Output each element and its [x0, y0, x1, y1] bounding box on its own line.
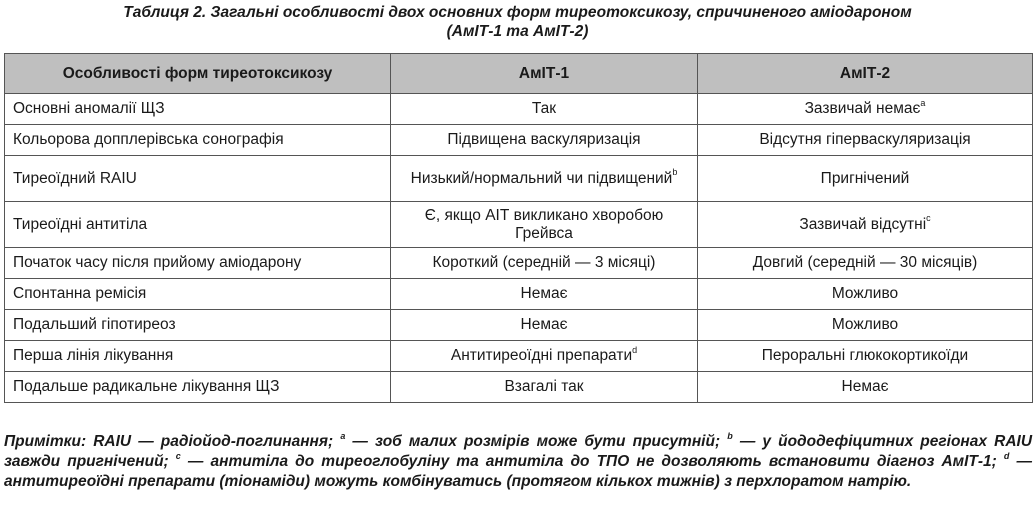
cell-feature-text: Основні аномалії ЩЗ — [13, 100, 165, 117]
cell-amit1-text: Немає — [520, 285, 568, 302]
footnote-marker-b: b — [727, 430, 733, 441]
cell-amit1 — [391, 341, 698, 372]
caption-line-1: Таблиця 2. Загальні особливості двох основних форм тиреотоксикозу, спричиненого аміодароном — [123, 4, 912, 21]
cell-amit1 — [391, 202, 698, 248]
cell-amit2-text: Пригнічений — [820, 169, 910, 187]
footnote-marker-a: a — [340, 430, 346, 441]
cell-amit2 — [698, 156, 1033, 202]
table-row — [5, 341, 1033, 372]
cell-feature-text: Кольорова допплерівська сонографія — [13, 131, 284, 148]
cell-feature — [5, 248, 391, 279]
table-header-row — [5, 54, 1033, 94]
cell-feature-text: Перша лінія лікування — [13, 347, 174, 364]
cell-amit2 — [698, 372, 1033, 403]
table-row — [5, 310, 1033, 341]
cell-amit2 — [698, 94, 1033, 125]
notes-text-3: — у йододефіцитних регіонах RAIU завжди пригнічений; — [4, 433, 1033, 470]
notes-text-4: — антитіла до тиреоглобуліну та антитіла до ТПО не дозволяють встановити діагноз АмІТ-1; — [187, 453, 997, 470]
header-amit1: АмІТ-1 — [391, 54, 698, 94]
table-row — [5, 279, 1033, 310]
cell-feature — [5, 279, 391, 310]
footnote-marker: d — [632, 344, 638, 355]
cell-amit2 — [698, 279, 1033, 310]
table-row — [5, 248, 1033, 279]
cell-amit1-text: Є, якщо АІТ викликано хворобою Грейвса — [424, 206, 664, 242]
cell-amit1 — [391, 94, 698, 125]
cell-amit1 — [391, 248, 698, 279]
cell-amit2-text: Зазвичай відсутні — [799, 215, 927, 233]
cell-amit2 — [698, 248, 1033, 279]
cell-amit2-text: Можливо — [831, 285, 899, 302]
footnote-marker: a — [920, 97, 926, 108]
cell-feature-text: Тиреоїдний RAIU — [13, 169, 137, 187]
header-features: Особливості форм тиреотоксикозу — [5, 54, 391, 94]
cell-amit1-text: Немає — [520, 316, 568, 333]
cell-feature-text: Подальше радикальне лікування ЩЗ — [13, 378, 280, 395]
cell-amit1-text: Короткий (середній — 3 місяці) — [432, 254, 656, 271]
cell-feature — [5, 156, 391, 202]
table-row — [5, 156, 1033, 202]
notes-text-1: RAIU — радіойод-поглинання; — [93, 433, 334, 450]
table-caption — [0, 3, 1035, 41]
cell-amit2-text: Немає — [841, 378, 889, 395]
cell-feature — [5, 94, 391, 125]
cell-feature — [5, 341, 391, 372]
cell-amit1 — [391, 372, 698, 403]
cell-amit2-text: Зазвичай немає — [804, 100, 921, 117]
footnote-marker-c: c — [175, 450, 181, 461]
notes-label: Примітки: — [4, 433, 87, 450]
cell-amit2 — [698, 341, 1033, 372]
cell-amit2-text: Довгий (середній — 30 місяців) — [752, 254, 978, 271]
cell-feature-text: Початок часу після прийому аміодарону — [13, 254, 302, 271]
notes-text-2: — зоб малих розмірів може бути присутній; — [352, 433, 721, 450]
cell-amit1-text: Так — [531, 100, 557, 117]
table-row — [5, 94, 1033, 125]
cell-feature — [5, 372, 391, 403]
cell-amit1-text: Взагалі так — [504, 378, 584, 395]
footnote-marker: c — [926, 213, 931, 224]
cell-feature-text: Тиреоїдні антитіла — [13, 215, 148, 233]
header-amit2: АмІТ-2 — [698, 54, 1033, 94]
cell-feature-text: Спонтанна ремісія — [13, 285, 147, 302]
cell-amit1-text: Підвищена васкуляризація — [447, 131, 641, 148]
footnote-marker-d: d — [1003, 450, 1010, 461]
cell-amit1 — [391, 279, 698, 310]
table-row — [5, 202, 1033, 248]
notes-text-5: — антитиреоїдні препарати (тіонаміди) можуть комбінуватись (протягом кількох тижнів) з перхлоратом натрію. — [4, 453, 1033, 490]
cell-amit2-text: Відсутня гіперваскуляризація — [759, 131, 971, 148]
cell-feature — [5, 202, 391, 248]
footnote-marker: b — [672, 167, 678, 178]
table-row — [5, 372, 1033, 403]
cell-feature-text: Подальший гіпотиреоз — [13, 316, 176, 333]
caption-line-2: (АмІТ-1 та АмІТ-2) — [446, 23, 589, 40]
comparison-table — [4, 53, 1033, 403]
cell-amit2 — [698, 125, 1033, 156]
cell-feature — [5, 125, 391, 156]
cell-amit1 — [391, 156, 698, 202]
table-notes — [4, 432, 1032, 492]
cell-amit1-text: Низький/нормальний чи підвищений — [410, 169, 673, 187]
cell-amit2 — [698, 202, 1033, 248]
table-row — [5, 125, 1033, 156]
table-body — [5, 94, 1033, 403]
cell-feature — [5, 310, 391, 341]
cell-amit1 — [391, 310, 698, 341]
cell-amit2 — [698, 310, 1033, 341]
cell-amit1-text: Антитиреоїдні препарати — [450, 347, 633, 364]
cell-amit2-text: Пероральні глюкокортикоїди — [761, 347, 969, 364]
cell-amit1 — [391, 125, 698, 156]
cell-amit2-text: Можливо — [831, 316, 899, 333]
